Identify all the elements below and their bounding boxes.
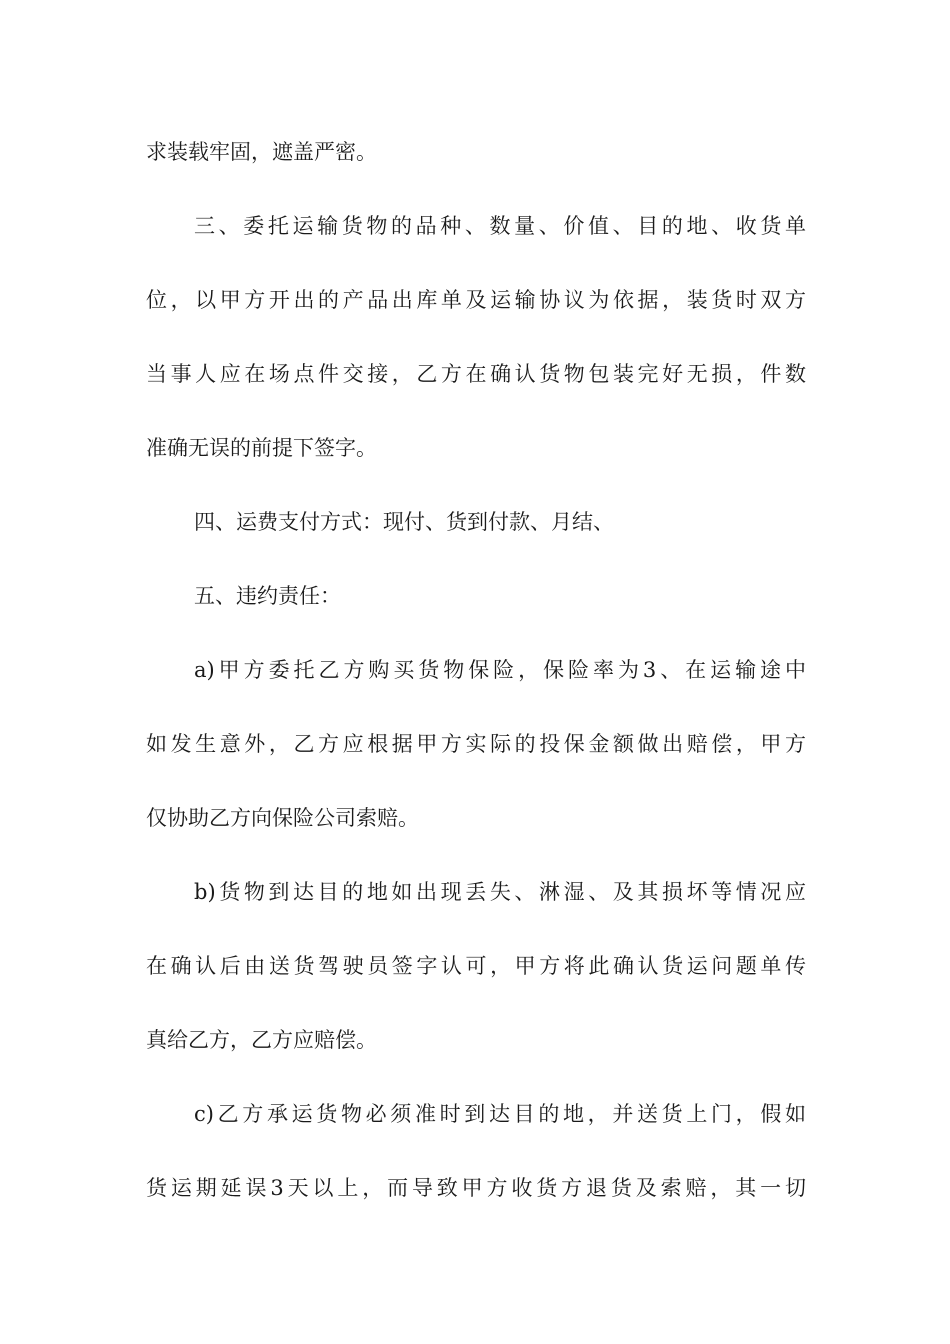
section-heading: 五、违约责任： xyxy=(194,584,341,608)
paragraph-line: a)甲方委托乙方购买货物保险，保险率为3、在运输途中 xyxy=(194,658,806,682)
paragraph-line: 仅协助乙方向保险公司索赔。 xyxy=(146,806,419,830)
paragraph-line: 如发生意外，乙方应根据甲方实际的投保金额做出赔偿，甲方 xyxy=(146,732,806,756)
paragraph-line: 四、运费支付方式：现付、货到付款、月结、 xyxy=(194,510,614,534)
paragraph-line: 真给乙方，乙方应赔偿。 xyxy=(146,1028,377,1052)
paragraph-line: 当事人应在场点件交接，乙方在确认货物包装完好无损，件数 xyxy=(146,362,806,386)
paragraph-line: 位，以甲方开出的产品出库单及运输协议为依据，装货时双方 xyxy=(146,288,806,312)
paragraph-line: b)货物到达目的地如出现丢失、淋湿、及其损坏等情况应 xyxy=(194,880,806,904)
paragraph-line: 货运期延误3天以上，而导致甲方收货方退货及索赔，其一切 xyxy=(146,1176,806,1200)
paragraph-line: 求装载牢固，遮盖严密。 xyxy=(146,140,377,164)
paragraph-line: c)乙方承运货物必须准时到达目的地，并送货上门，假如 xyxy=(194,1102,806,1126)
paragraph-line: 三、委托运输货物的品种、数量、价值、目的地、收货单 xyxy=(194,214,806,238)
paragraph-line: 在确认后由送货驾驶员签字认可，甲方将此确认货运问题单传 xyxy=(146,954,806,978)
paragraph-line: 准确无误的前提下签字。 xyxy=(146,436,377,460)
